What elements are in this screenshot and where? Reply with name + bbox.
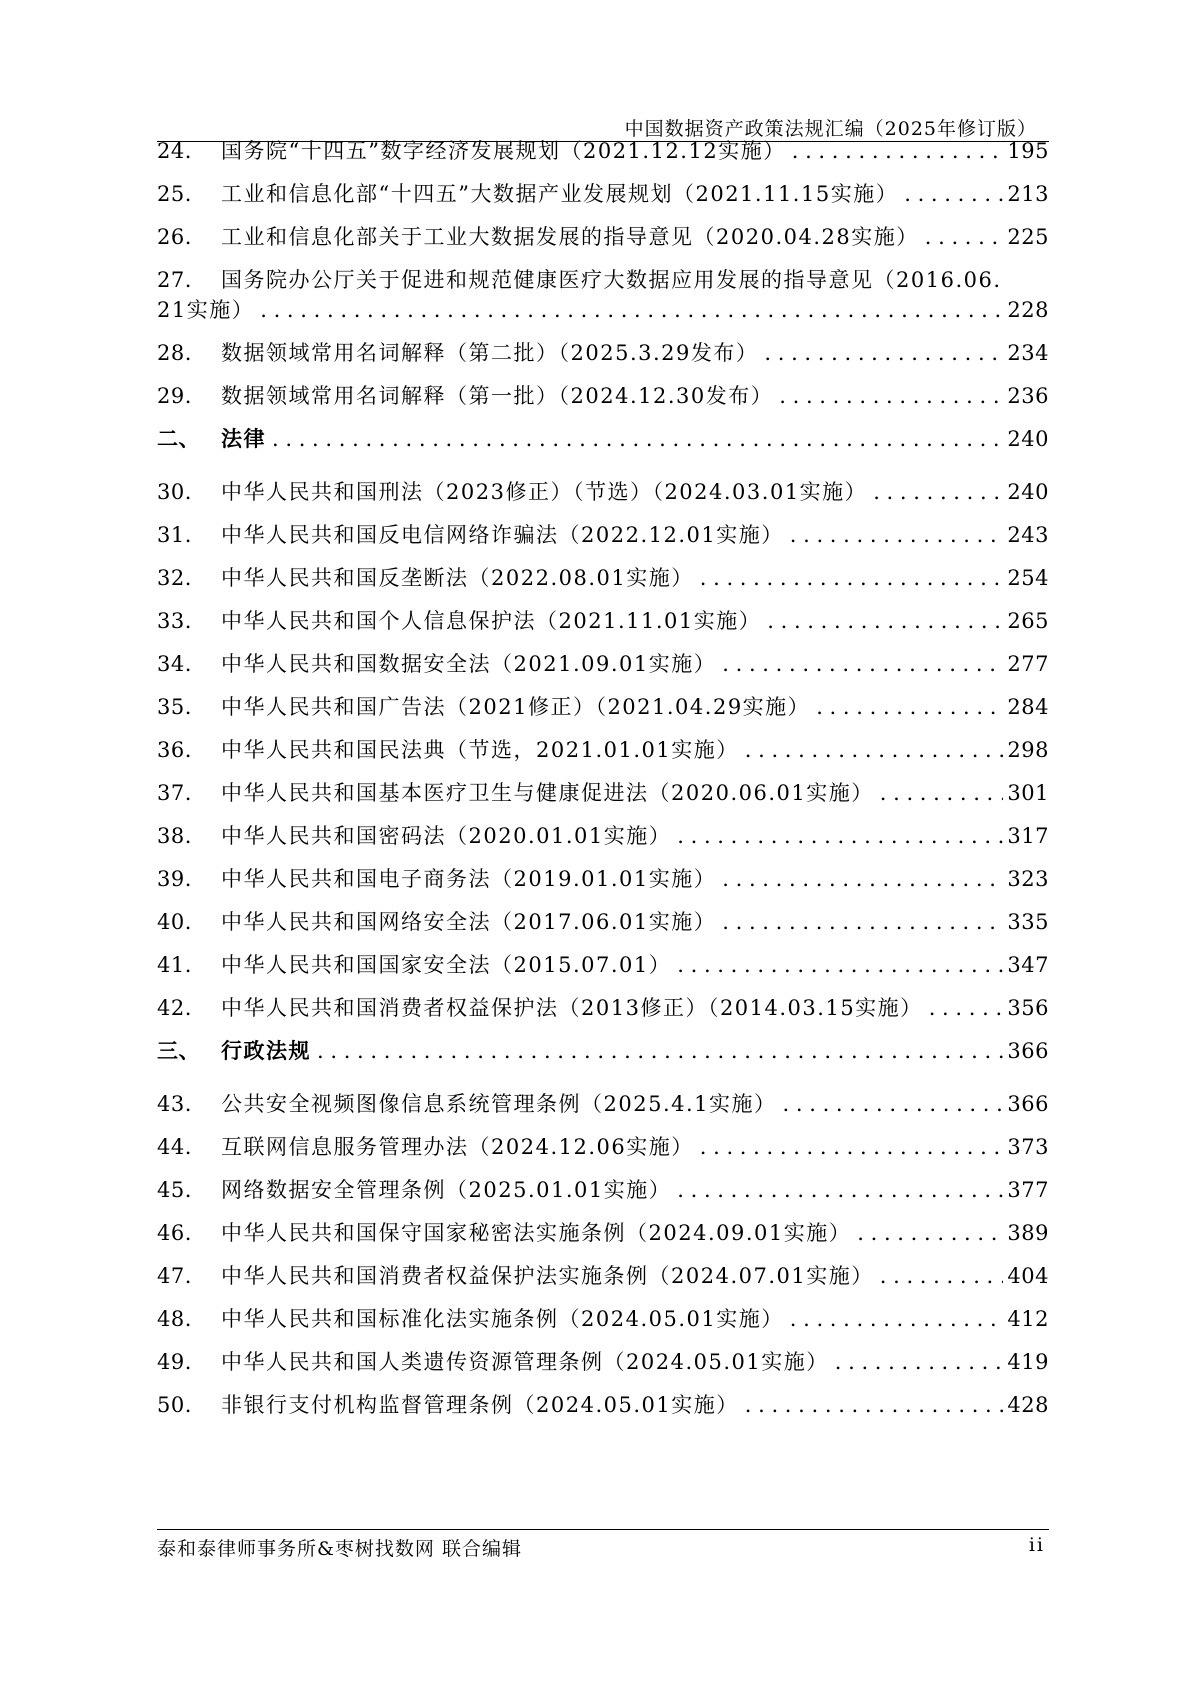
entry-title: 中华人民共和国消费者权益保护法实施条例（2024.07.01实施） bbox=[221, 1264, 874, 1288]
entry-title: 中华人民共和国刑法（2023修正）（节选）（2024.03.01实施） bbox=[221, 480, 868, 504]
entry-number: 45. bbox=[157, 1178, 192, 1202]
leader-dots bbox=[904, 179, 1003, 209]
leader-dots bbox=[816, 692, 1003, 722]
entry-title: 中华人民共和国网络安全法（2017.06.01实施） bbox=[221, 910, 717, 934]
leader-dots bbox=[272, 424, 1003, 454]
entry-number: 33. bbox=[157, 609, 192, 633]
entry-number: 50. bbox=[157, 1393, 192, 1417]
entry-number: 36. bbox=[157, 738, 192, 762]
leader-dots bbox=[677, 821, 1003, 851]
leader-dots bbox=[880, 1261, 1004, 1291]
footer-page-number: ii bbox=[1028, 1534, 1045, 1556]
entry-number: 42. bbox=[157, 996, 192, 1020]
entry-number: 39. bbox=[157, 867, 192, 891]
toc-entry[interactable] bbox=[157, 520, 1049, 550]
leader-dots bbox=[260, 295, 1003, 325]
entry-title-line1: 国务院办公厅关于促进和规范健康医疗大数据应用发展的指导意见（2016.06. bbox=[221, 268, 1002, 292]
entry-page-number: 335 bbox=[1007, 910, 1049, 934]
entry-page-number: 228 bbox=[1007, 298, 1049, 322]
entry-title: 中华人民共和国保守国家秘密法实施条例（2024.09.01实施） bbox=[221, 1221, 852, 1245]
entry-number: 48. bbox=[157, 1307, 192, 1331]
entry-title: 中华人民共和国个人信息保护法（2021.11.01实施） bbox=[221, 609, 762, 633]
entry-page-number: 243 bbox=[1007, 523, 1049, 547]
entry-number: 27. bbox=[157, 268, 192, 292]
entry-page-number: 236 bbox=[1007, 384, 1049, 408]
entry-page-number: 356 bbox=[1007, 996, 1049, 1020]
entry-number: 30. bbox=[157, 480, 192, 504]
entry-number: 47. bbox=[157, 1264, 192, 1288]
leader-dots bbox=[925, 222, 1004, 252]
entry-number: 37. bbox=[157, 781, 192, 805]
entry-number: 35. bbox=[157, 695, 192, 719]
entry-page-number: 419 bbox=[1007, 1350, 1049, 1374]
document-title: 中国数据资产政策法规汇编（2025年修订版） bbox=[624, 118, 1037, 140]
toc-entry[interactable] bbox=[157, 1218, 1049, 1248]
entry-number: 49. bbox=[157, 1350, 192, 1374]
entry-number: 43. bbox=[157, 1092, 192, 1116]
toc-entry[interactable] bbox=[157, 864, 1049, 894]
toc-entry[interactable] bbox=[157, 907, 1049, 937]
entry-page-number: 240 bbox=[1007, 480, 1049, 504]
entry-page-number: 317 bbox=[1007, 824, 1049, 848]
leader-dots bbox=[790, 520, 1004, 550]
entry-page-number: 284 bbox=[1007, 695, 1049, 719]
toc-section-heading[interactable] bbox=[157, 424, 1049, 454]
entry-page-number: 277 bbox=[1007, 652, 1049, 676]
entry-page-number: 213 bbox=[1007, 182, 1049, 206]
entry-page-number: 377 bbox=[1007, 1178, 1049, 1202]
leader-dots bbox=[857, 1218, 1003, 1248]
entry-title: 中华人民共和国人类遗传资源管理条例（2024.05.01实施） bbox=[221, 1350, 829, 1374]
entry-page-number: 240 bbox=[1007, 427, 1049, 451]
toc-entry[interactable] bbox=[157, 821, 1049, 851]
leader-dots bbox=[722, 864, 1003, 894]
toc-entry[interactable] bbox=[157, 1347, 1049, 1377]
entry-number: 44. bbox=[157, 1135, 192, 1159]
entry-title: 中华人民共和国广告法（2021修正）（2021.04.29实施） bbox=[221, 695, 811, 719]
toc-entry[interactable] bbox=[157, 993, 1049, 1023]
entry-title: 非银行支付机构监督管理条例（2024.05.01实施） bbox=[221, 1393, 739, 1417]
leader-dots bbox=[873, 477, 1003, 507]
entry-page-number: 412 bbox=[1007, 1307, 1049, 1331]
leader-dots bbox=[722, 907, 1003, 937]
toc-entry[interactable] bbox=[157, 338, 1049, 368]
footer-divider bbox=[157, 1529, 1049, 1530]
entry-title-line2: 21实施） bbox=[157, 298, 255, 322]
leader-dots bbox=[783, 1089, 1004, 1119]
entry-title: 工业和信息化部关于工业大数据发展的指导意见（2020.04.28实施） bbox=[221, 225, 919, 249]
toc-entry[interactable] bbox=[157, 563, 1049, 593]
leader-dots bbox=[929, 993, 1004, 1023]
toc-entry[interactable] bbox=[157, 136, 1049, 166]
entry-page-number: 225 bbox=[1007, 225, 1049, 249]
entry-number: 46. bbox=[157, 1221, 192, 1245]
toc-section-heading[interactable] bbox=[157, 1036, 1049, 1066]
entry-number: 28. bbox=[157, 341, 192, 365]
toc-entry[interactable] bbox=[157, 735, 1049, 765]
entry-number: 32. bbox=[157, 566, 192, 590]
entry-page-number: 265 bbox=[1007, 609, 1049, 633]
leader-dots bbox=[745, 1390, 1004, 1420]
entry-title: 工业和信息化部“十四五”大数据产业发展规划（2021.11.15实施） bbox=[221, 182, 899, 206]
entry-number: 25. bbox=[157, 182, 192, 206]
leader-dots bbox=[745, 735, 1004, 765]
toc-entry[interactable] bbox=[157, 778, 1049, 808]
toc-entry[interactable] bbox=[157, 1089, 1049, 1119]
entry-title: 中华人民共和国民法典（节选，2021.01.01实施） bbox=[221, 738, 739, 762]
toc-entry[interactable] bbox=[157, 606, 1049, 636]
entry-title: 中华人民共和国密码法（2020.01.01实施） bbox=[221, 824, 672, 848]
entry-title: 数据领域常用名词解释（第二批）（2025.3.29发布） bbox=[221, 341, 759, 365]
toc-entry[interactable] bbox=[157, 1304, 1049, 1334]
entry-page-number: 323 bbox=[1007, 867, 1049, 891]
leader-dots bbox=[835, 1347, 1004, 1377]
entry-title: 中华人民共和国反垄断法（2022.08.01实施） bbox=[221, 566, 694, 590]
toc-entry[interactable] bbox=[157, 950, 1049, 980]
section-number: 二、 bbox=[157, 426, 200, 451]
leader-dots bbox=[779, 381, 1003, 411]
entry-number: 31. bbox=[157, 523, 192, 547]
leader-dots bbox=[792, 136, 1004, 166]
entry-title: 网络数据安全管理条例（2025.01.01实施） bbox=[221, 1178, 672, 1202]
entry-page-number: 366 bbox=[1007, 1039, 1049, 1063]
entry-title: 互联网信息服务管理办法（2024.12.06实施） bbox=[221, 1135, 694, 1159]
entry-title: 中华人民共和国电子商务法（2019.01.01实施） bbox=[221, 867, 717, 891]
entry-title: 中华人民共和国国家安全法（2015.07.01） bbox=[221, 953, 672, 977]
entry-number: 26. bbox=[157, 225, 192, 249]
section-title: 法律 bbox=[221, 426, 266, 451]
leader-dots bbox=[722, 649, 1003, 679]
entry-number: 24. bbox=[157, 139, 192, 163]
entry-page-number: 254 bbox=[1007, 566, 1049, 590]
entry-page-number: 373 bbox=[1007, 1135, 1049, 1159]
leader-dots bbox=[317, 1036, 1003, 1066]
toc-entry-wrapped[interactable] bbox=[157, 265, 1049, 325]
entry-page-number: 366 bbox=[1007, 1092, 1049, 1116]
leader-dots bbox=[790, 1304, 1004, 1334]
entry-title: 数据领域常用名词解释（第一批）（2024.12.30发布） bbox=[221, 384, 774, 408]
toc-entry[interactable] bbox=[157, 381, 1049, 411]
entry-number: 40. bbox=[157, 910, 192, 934]
footer-editors: 泰和泰律师事务所&枣树找数网 联合编辑 bbox=[157, 1538, 522, 1560]
entry-title: 中华人民共和国数据安全法（2021.09.01实施） bbox=[221, 652, 717, 676]
leader-dots bbox=[677, 950, 1003, 980]
entry-title: 国务院“十四五”数字经济发展规划（2021.12.12实施） bbox=[221, 139, 786, 163]
entry-page-number: 347 bbox=[1007, 953, 1049, 977]
entry-page-number: 404 bbox=[1007, 1264, 1049, 1288]
entry-title: 中华人民共和国反电信网络诈骗法（2022.12.01实施） bbox=[221, 523, 784, 547]
section-title: 行政法规 bbox=[221, 1038, 311, 1063]
leader-dots bbox=[880, 778, 1004, 808]
toc-entry[interactable] bbox=[157, 222, 1049, 252]
toc-entry[interactable] bbox=[157, 1175, 1049, 1205]
entry-page-number: 389 bbox=[1007, 1221, 1049, 1245]
toc-entry[interactable] bbox=[157, 477, 1049, 507]
toc-entry[interactable] bbox=[157, 692, 1049, 722]
toc-entry[interactable] bbox=[157, 179, 1049, 209]
leader-dots bbox=[764, 338, 1003, 368]
leader-dots bbox=[767, 606, 1003, 636]
leader-dots bbox=[677, 1175, 1003, 1205]
entry-title: 中华人民共和国基本医疗卫生与健康促进法（2020.06.01实施） bbox=[221, 781, 874, 805]
toc-entry[interactable] bbox=[157, 649, 1049, 679]
toc-entry[interactable] bbox=[157, 1132, 1049, 1162]
entry-page-number: 301 bbox=[1007, 781, 1049, 805]
toc-entry[interactable] bbox=[157, 1261, 1049, 1291]
leader-dots bbox=[700, 1132, 1004, 1162]
leader-dots bbox=[700, 563, 1004, 593]
entry-number: 41. bbox=[157, 953, 192, 977]
entry-page-number: 234 bbox=[1007, 341, 1049, 365]
entry-number: 29. bbox=[157, 384, 192, 408]
entry-number: 38. bbox=[157, 824, 192, 848]
entry-title: 公共安全视频图像信息系统管理条例（2025.4.1实施） bbox=[221, 1092, 777, 1116]
toc-entry[interactable] bbox=[157, 1390, 1049, 1420]
entry-number: 34. bbox=[157, 652, 192, 676]
entry-page-number: 195 bbox=[1007, 139, 1049, 163]
entry-title: 中华人民共和国消费者权益保护法（2013修正）（2014.03.15实施） bbox=[221, 996, 923, 1020]
section-number: 三、 bbox=[157, 1038, 200, 1063]
entry-page-number: 298 bbox=[1007, 738, 1049, 762]
entry-title: 中华人民共和国标准化法实施条例（2024.05.01实施） bbox=[221, 1307, 784, 1331]
entry-page-number: 428 bbox=[1007, 1393, 1049, 1417]
